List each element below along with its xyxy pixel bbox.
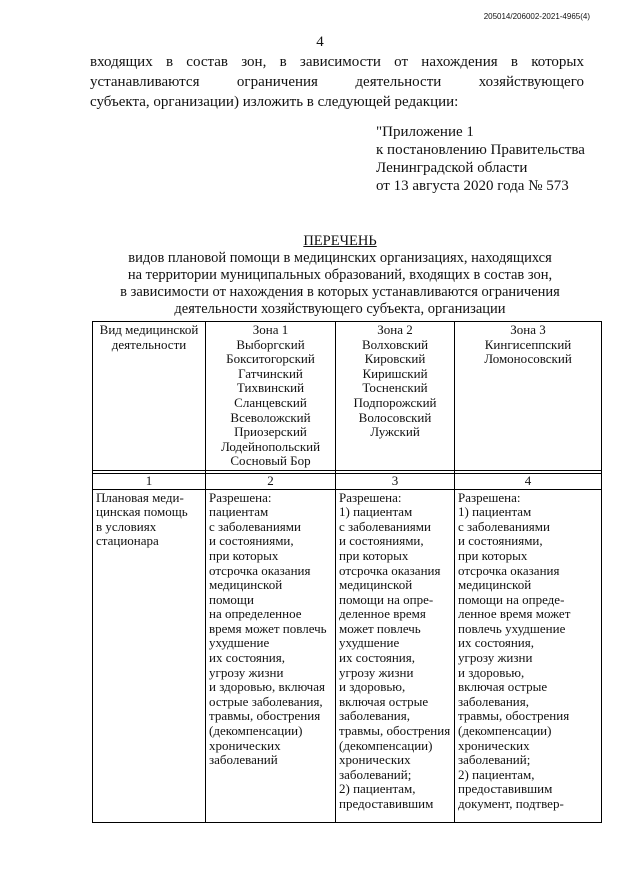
cell-line: (декомпенсации) bbox=[339, 737, 433, 753]
cell-line: Гатчинский bbox=[238, 365, 303, 381]
appendix-line: "Приложение 1 bbox=[376, 124, 474, 140]
cell-line: Сланцевский bbox=[234, 394, 307, 410]
cell-line: 2) пациентам, bbox=[458, 766, 535, 782]
cell-line: травмы, обострения bbox=[209, 708, 321, 724]
cell-line: помощи bbox=[209, 591, 254, 607]
cell-line: отсрочка оказания bbox=[339, 562, 441, 578]
cell-line: Разрешена: bbox=[339, 489, 402, 505]
cell-line: угрозу жизни bbox=[339, 664, 414, 680]
appendix-line: от 13 августа 2020 года № 573 bbox=[376, 178, 569, 194]
table-header-row bbox=[93, 322, 602, 471]
cell-line: 1) пациентам bbox=[458, 504, 532, 520]
cell-line: заболеваний; bbox=[458, 752, 531, 768]
cell-line: Выборгский bbox=[236, 336, 305, 352]
cell-line: 2) пациентам, bbox=[339, 781, 416, 797]
cell-line: (декомпенсации) bbox=[209, 723, 303, 739]
cell-line: угрозу жизни bbox=[209, 664, 284, 680]
cell-line: ухудшение bbox=[209, 635, 270, 651]
cell-line: время может повлечь bbox=[209, 620, 327, 636]
cell-line: Зона 2 bbox=[377, 322, 413, 337]
cell-line: заболеваний; bbox=[339, 766, 412, 782]
cell-line: включая острые bbox=[458, 679, 548, 695]
cell-line: в условиях bbox=[96, 518, 157, 534]
cell-line: медицинской bbox=[458, 577, 532, 593]
cell-line: Кингисеппский bbox=[484, 336, 572, 352]
cell-line: деленное время bbox=[339, 606, 426, 622]
cell-line: предоставившим bbox=[339, 796, 434, 811]
cell-line: на определенное bbox=[209, 606, 302, 622]
cell-line: и здоровью, bbox=[458, 664, 525, 680]
cell-line: хронических bbox=[458, 737, 530, 753]
table-cell bbox=[93, 489, 206, 822]
cell-line: помощи на опре- bbox=[339, 591, 434, 607]
cell-line: Киришский bbox=[362, 365, 428, 381]
cell-line: Кировский bbox=[364, 351, 426, 367]
title-line: деятельности хозяйствующего субъекта, организации bbox=[174, 301, 506, 317]
cell-line: может повлечь bbox=[339, 620, 421, 636]
cell-line: деятельности bbox=[111, 336, 187, 352]
cell-line: и состояниями, bbox=[209, 533, 294, 549]
intro-line: субъекта, организации) изложить в следующей редакции: bbox=[90, 94, 459, 110]
zones-table bbox=[92, 321, 602, 823]
cell-line: и здоровью, включая bbox=[209, 679, 325, 695]
document-id: 205014/206002-2021-4965(4) bbox=[483, 12, 590, 21]
header-cell bbox=[455, 322, 602, 471]
cell-line: с заболеваниями bbox=[458, 518, 550, 534]
column-number: 2 bbox=[206, 473, 336, 489]
cell-line: хронических bbox=[339, 752, 411, 768]
cell-line: и состояниями, bbox=[458, 533, 543, 549]
cell-line: при которых bbox=[339, 547, 409, 563]
cell-line: их состояния, bbox=[339, 650, 415, 666]
cell-line: при которых bbox=[209, 547, 279, 563]
cell-line: 1) пациентам bbox=[339, 504, 413, 520]
table-cell bbox=[336, 489, 455, 822]
cell-line: травмы, обострения bbox=[339, 723, 451, 739]
cell-line: Всеволожский bbox=[230, 409, 311, 425]
cell-line: ухудшение bbox=[339, 635, 400, 651]
appendix-note bbox=[376, 123, 585, 195]
cell-line: угрозу жизни bbox=[458, 650, 533, 666]
column-number: 4 bbox=[455, 473, 602, 489]
cell-line: медицинской bbox=[339, 577, 413, 593]
cell-line: (декомпенсации) bbox=[458, 723, 552, 739]
cell-line: Ломоносовский bbox=[484, 351, 572, 367]
cell-line: Сосновый Бор bbox=[230, 453, 311, 469]
cell-line: при которых bbox=[458, 547, 528, 563]
cell-line: Тихвинский bbox=[236, 380, 305, 396]
appendix-line: Ленинградской области bbox=[376, 160, 528, 176]
title-heading: ПЕРЕЧЕНЬ bbox=[303, 233, 377, 249]
cell-line: отсрочка оказания bbox=[209, 562, 311, 578]
cell-line: предоставившим bbox=[458, 781, 553, 797]
cell-line: Вид медицинской bbox=[99, 322, 199, 337]
header-cell bbox=[206, 322, 336, 471]
cell-line: и здоровью, bbox=[339, 679, 406, 695]
title-line: видов плановой помощи в медицинских организациях, находящихся bbox=[128, 250, 552, 266]
appendix-line: к постановлению Правительства bbox=[376, 142, 585, 158]
table-cell bbox=[206, 489, 336, 822]
cell-line: Тосненский bbox=[362, 380, 428, 396]
cell-line: цинская помощь bbox=[96, 504, 188, 520]
cell-line: ленное время может bbox=[458, 606, 571, 622]
cell-line: стационара bbox=[96, 533, 159, 549]
column-number: 1 bbox=[93, 473, 206, 489]
header-cell bbox=[336, 322, 455, 471]
cell-line: хронических bbox=[209, 737, 281, 753]
cell-line: Бокситогорский bbox=[226, 351, 315, 367]
cell-line: острые заболевания, bbox=[209, 693, 323, 709]
table-cell bbox=[455, 489, 602, 822]
cell-line: Волховский bbox=[361, 336, 429, 352]
column-number: 3 bbox=[336, 473, 455, 489]
cell-line: Подпорожский bbox=[353, 394, 437, 410]
intro-line: входящих в состав зон, в зависимости от нахождения в которых bbox=[90, 54, 584, 70]
cell-line: заболевания, bbox=[458, 693, 529, 709]
cell-line: и состояниями, bbox=[339, 533, 424, 549]
cell-line: Лужский bbox=[370, 424, 420, 440]
intro-line: устанавливаются ограничения деятельности хозяйствующего bbox=[90, 74, 584, 90]
cell-line: травмы, обострения bbox=[458, 708, 570, 724]
cell-line: Волосовский bbox=[358, 409, 432, 425]
cell-line: Зона 1 bbox=[252, 322, 289, 337]
cell-line: заболеваний bbox=[209, 752, 278, 768]
header-cell bbox=[93, 322, 206, 471]
cell-line: их состояния, bbox=[209, 650, 285, 666]
column-number-row bbox=[93, 473, 602, 489]
cell-line: Плановая меди- bbox=[96, 489, 184, 505]
cell-line: пациентам bbox=[209, 504, 269, 520]
cell-line: Разрешена: bbox=[458, 489, 521, 505]
cell-line: помощи на опреде- bbox=[458, 591, 565, 607]
cell-line: Разрешена: bbox=[209, 489, 272, 505]
document-title bbox=[90, 233, 590, 318]
cell-line: Зона 3 bbox=[510, 322, 546, 337]
cell-line: медицинской bbox=[209, 577, 283, 593]
page-number: 4 bbox=[316, 34, 324, 50]
cell-line: Лодейнопольский bbox=[220, 438, 321, 454]
cell-line: документ, подтвер- bbox=[458, 796, 564, 811]
title-line: на территории муниципальных образований, входящих в состав зон, bbox=[127, 267, 553, 283]
intro-paragraph bbox=[90, 52, 584, 112]
cell-line: с заболеваниями bbox=[209, 518, 301, 534]
cell-line: Приозерский bbox=[234, 424, 307, 440]
cell-line: отсрочка оказания bbox=[458, 562, 560, 578]
table-row bbox=[93, 489, 602, 822]
cell-line: с заболеваниями bbox=[339, 518, 431, 534]
cell-line: включая острые bbox=[339, 693, 429, 709]
cell-line: заболевания, bbox=[339, 708, 410, 724]
title-line: в зависимости от нахождения в которых устанавливаются ограничения bbox=[120, 284, 560, 300]
cell-line: повлечь ухудшение bbox=[458, 620, 566, 636]
cell-line: их состояния, bbox=[458, 635, 534, 651]
